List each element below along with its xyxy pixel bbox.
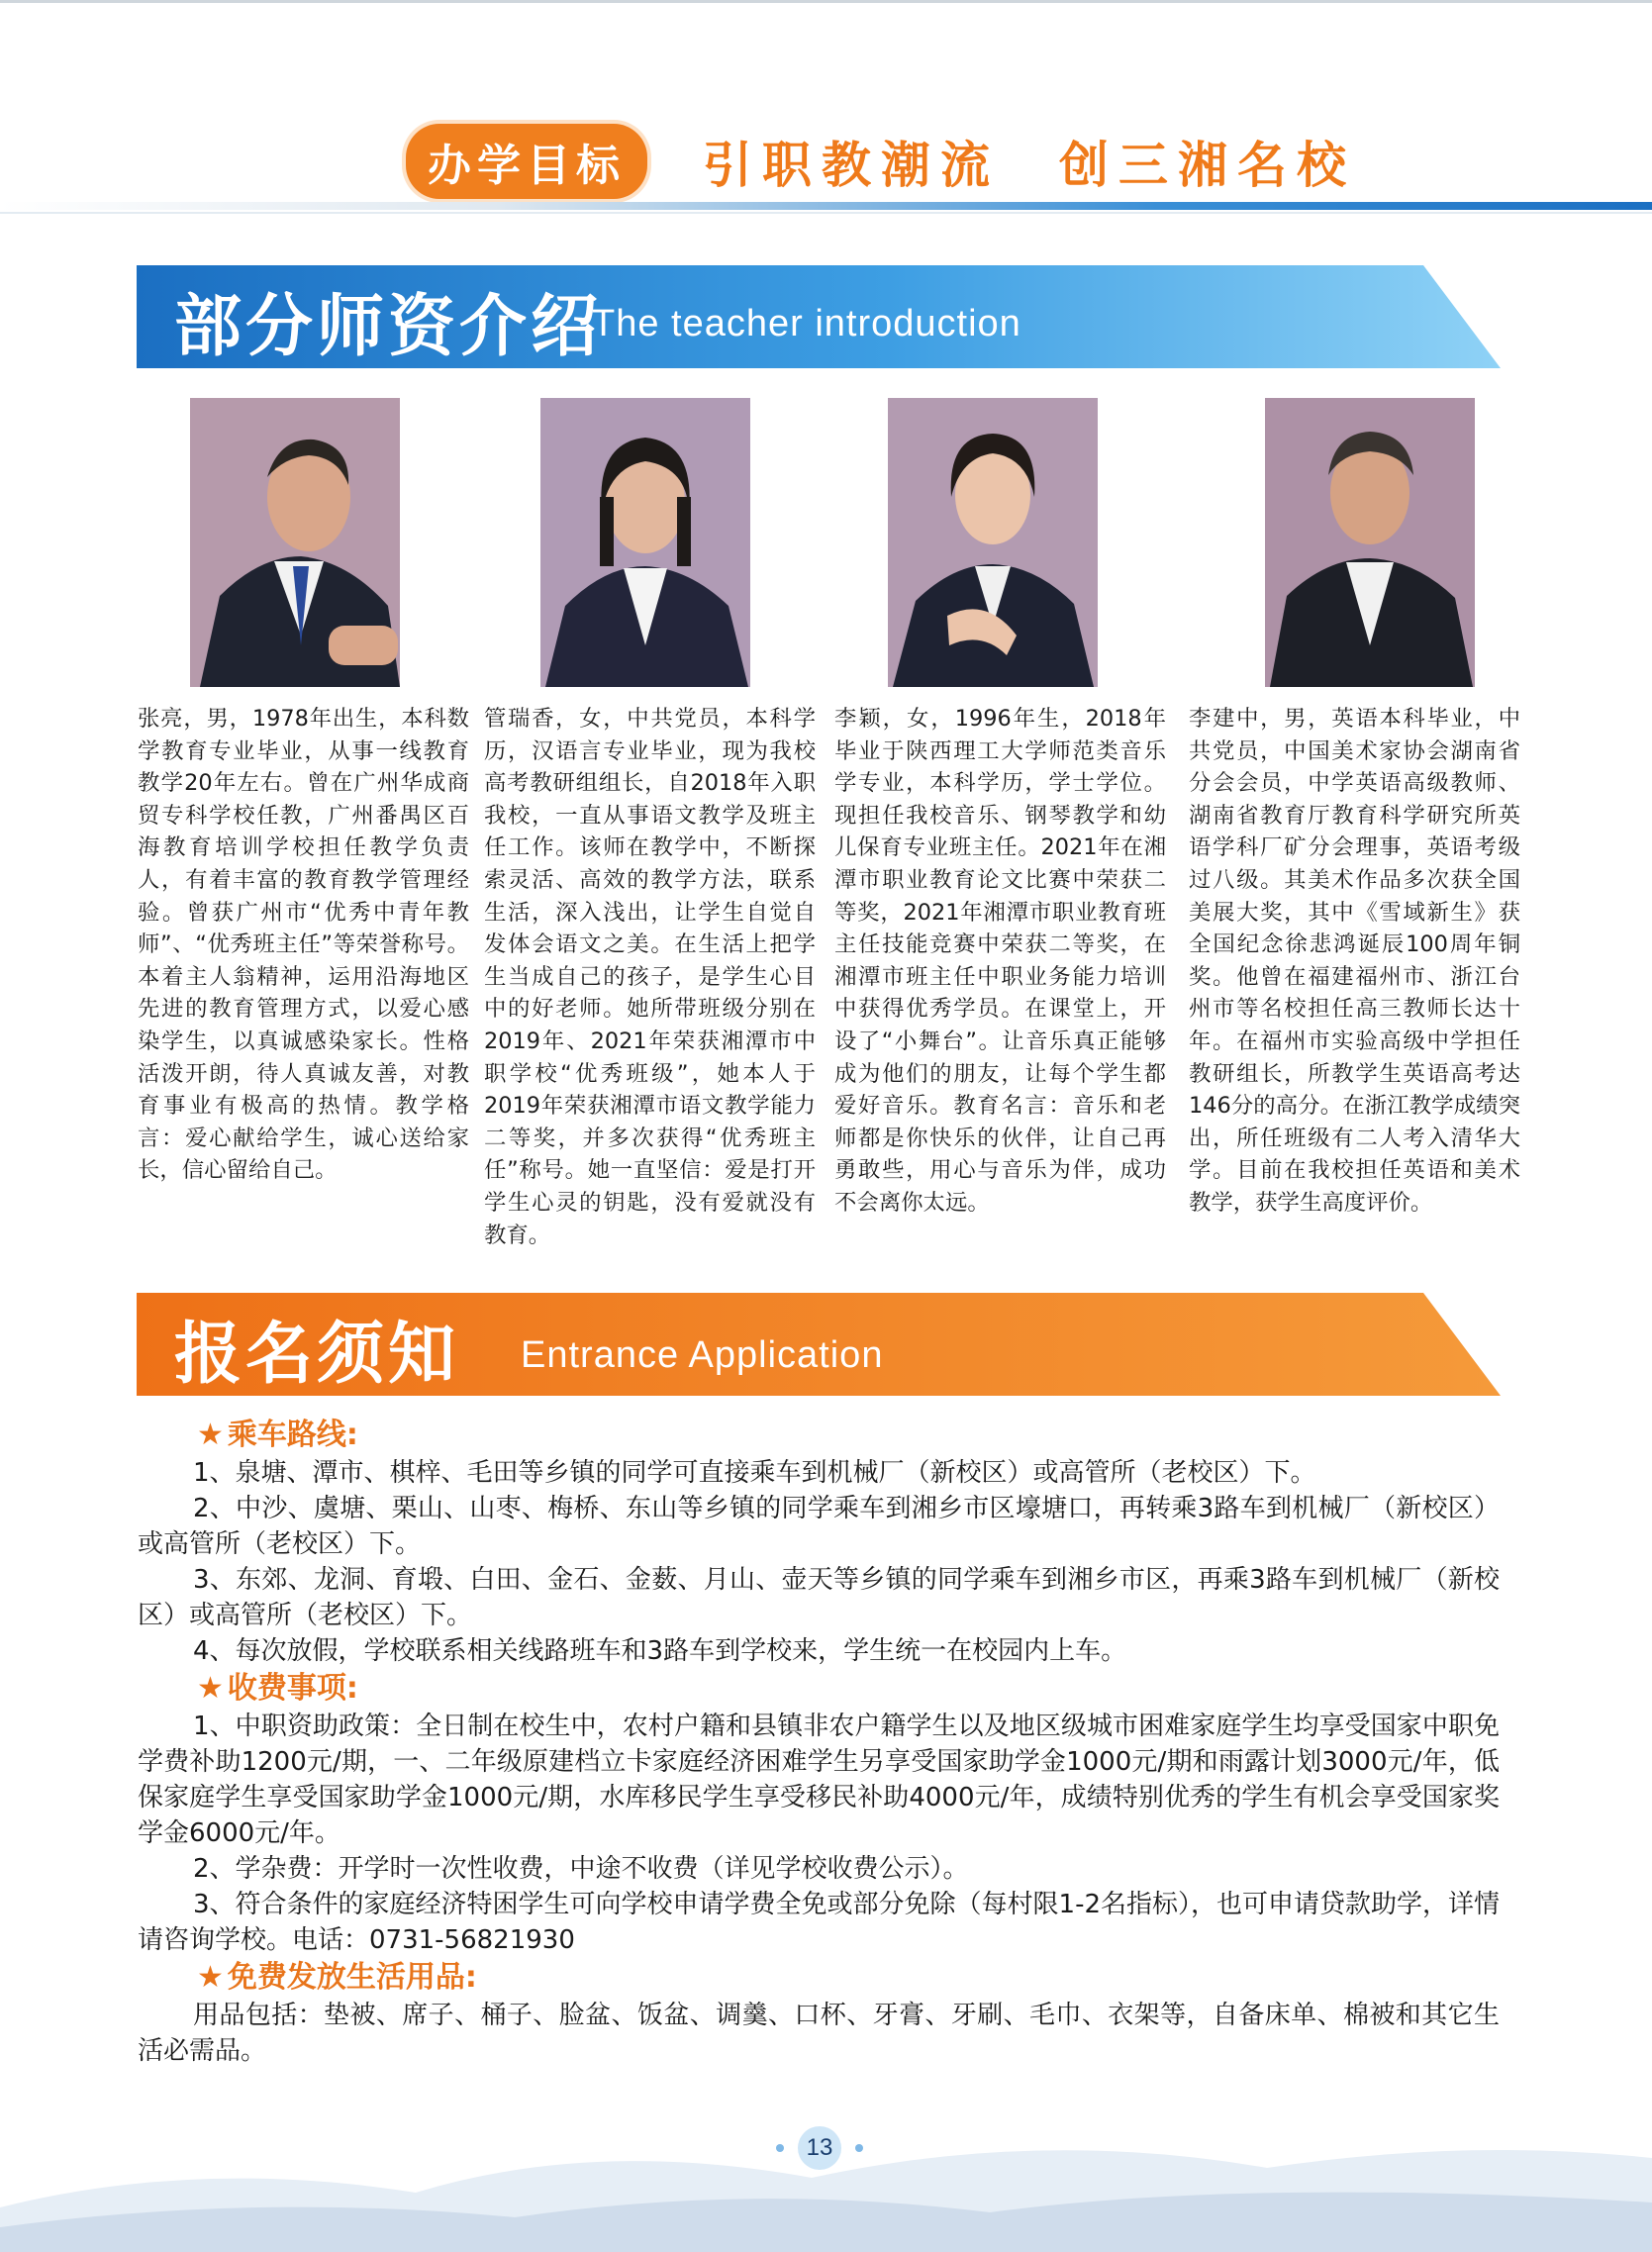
- page-number: 13: [798, 2126, 841, 2170]
- entrance-banner: [137, 1293, 1501, 1396]
- teachers-banner: [137, 265, 1501, 368]
- page-dot: [855, 2144, 863, 2152]
- teacher-bio: 张亮，男，1978年出生，本科数学教育专业毕业，从事一线教育教学20年左右。曾在广州华成商贸专科学校任教，广州番禺区百海教育培训学校担任教学负责人，有着丰富的教育教学管理经验。曾获广州市“优秀中青年教师”、“优秀班主任”等荣誉称号。本着主人翁精神，运用沿海地区先进的教育管理方式，以爱心感染学生，以真诚感染家长。性格活泼开朗，待人真诚友善，对教育事业有极高的热情。教学格言：爱心献给学生，诚心送给家长，信心留给自己。: [138, 706, 469, 1184]
- fee-item: 1、中职资助政策：全日制在校生中，农村户籍和县镇非农户籍学生以及地区级城市困难家庭学生均享受国家中职免学费补助1200元/期，一、二年级原建档立卡家庭经济困难学生另享受国家助学金1000元/期和雨露计划3000元/年，低保家庭学生享受国家助学金1000元/期，水库移民学生享受移民补助4000元/年，成绩特别优秀的学生有机会享受国家奖学金6000元/年。: [138, 1712, 1500, 1848]
- page-dot: [776, 2144, 784, 2152]
- entrance-notes: [138, 1416, 1500, 2069]
- mountain-decoration: [0, 2099, 1652, 2252]
- teacher-photo: [540, 398, 750, 687]
- motto-label: 办学目标: [406, 124, 647, 199]
- bus-route-item: 1、泉塘、潭市、棋梓、毛田等乡镇的同学可直接乘车到机械厂（新校区）或高管所（老校区）下。: [193, 1458, 1316, 1488]
- bus-route-item: 4、每次放假，学校联系相关线路班车和3路车到学校来，学生统一在校园内上车。: [193, 1636, 1127, 1666]
- teacher-photo: [190, 398, 400, 687]
- supplies-text: 用品包括：垫被、席子、桶子、脸盆、饭盆、调羹、口杯、牙膏、牙刷、毛巾、衣架等，自备床单、棉被和其它生活必需品。: [138, 2001, 1500, 2066]
- star-icon: ★: [197, 1960, 224, 1995]
- fee-item: 3、符合条件的家庭经济特困学生可向学校申请学费全免或部分免除（每村限1-2名指标），也可申请贷款助学，详情请咨询学校。电话：0731-56821930: [138, 1890, 1501, 1955]
- bus-route-heading: ★ 乘车路线:: [197, 1418, 358, 1452]
- header-divider-thin: [0, 212, 1652, 214]
- star-icon: ★: [197, 1418, 224, 1452]
- teacher-bio: 李建中，男，英语本科毕业，中共党员，中国美术家协会湖南省分会会员，中学英语高级教师、湖南省教育厅教育科学研究所英语学科厂矿分会理事，英语考级过八级。其美术作品多次获全国美展大奖，其中《雪域新生》获全国纪念徐悲鸿诞辰100周年铜奖。他曾在福建福州市、浙江台州市等名校担任高三教师长达十年。在福州市实验高级中学担任教研组长，所教学生英语高考达146分的高分。在浙江教学成绩突出，所任班级有二人考入清华大学。目前在我校担任英语和美术教学，获学生高度评价。: [1189, 706, 1520, 1216]
- teachers-title-en: The teacher introduction: [592, 303, 1021, 344]
- top-rule: [0, 0, 1652, 3]
- header-divider: [0, 202, 1652, 210]
- teachers-title-cn: 部分师资介绍: [174, 288, 603, 366]
- bus-route-item: 2、中沙、虞塘、栗山、山枣、梅桥、东山等乡镇的同学乘车到湘乡市区壕塘口，再转乘3路车到机械厂（新校区）或高管所（老校区）下。: [138, 1494, 1500, 1559]
- entrance-title-en: Entrance Application: [521, 1334, 884, 1376]
- school-motto: [406, 127, 1356, 196]
- motto-text: 引职教潮流 创三湘名校: [703, 136, 1356, 194]
- teacher-photo: [888, 398, 1098, 687]
- fee-heading: ★ 收费事项:: [197, 1671, 358, 1706]
- star-icon: ★: [197, 1671, 224, 1706]
- fee-item: 2、学杂费：开学时一次性收费，中途不收费（详见学校收费公示）。: [193, 1854, 969, 1884]
- teacher-photo: [1265, 398, 1475, 687]
- teacher-bio: 管瑞香，女，中共党员，本科学历，汉语言专业毕业，现为我校高考教研组组长，自2018年入职我校，一直从事语文教学及班主任工作。该师在教学中，不断探索灵活、高效的教学方法，联系生活，深入浅出，让学生自觉自发体会语文之美。在生活上把学生当成自己的孩子，是学生心目中的好老师。她所带班级分别在2019年、2021年荣获湘潭市中职学校“优秀班级”，她本人于2019年荣获湘潭市语文教学能力二等奖，并多次获得“优秀班主任”称号。她一直坚信：爱是打开学生心灵的钥匙，没有爱就没有教育。: [484, 706, 816, 1248]
- bus-route-item: 3、东郊、龙洞、育塅、白田、金石、金薮、月山、壶天等乡镇的同学乘车到湘乡市区，再乘3路车到机械厂（新校区）或高管所（老校区）下。: [138, 1565, 1500, 1630]
- teacher-bio: 李颖，女，1996年生，2018年毕业于陕西理工大学师范类音乐学专业，本科学历，学士学位。现担任我校音乐、钢琴教学和幼儿保育专业班主任。2021年在湘潭市职业教育论文比赛中荣获二等奖，2021年湘潭市职业教育班主任技能竞赛中荣获二等奖，在湘潭市班主任中职业务能力培训中获得优秀学员。在课堂上，开设了“小舞台”。让音乐真正能够成为他们的朋友，让每个学生都爱好音乐。教育名言：音乐和老师都是你快乐的伙伴，让自己再勇敢些，用心与音乐为伴，成功不会离你太远。: [834, 706, 1166, 1216]
- entrance-title-cn: 报名须知: [174, 1316, 460, 1394]
- supplies-heading: ★ 免费发放生活用品:: [197, 1960, 477, 1995]
